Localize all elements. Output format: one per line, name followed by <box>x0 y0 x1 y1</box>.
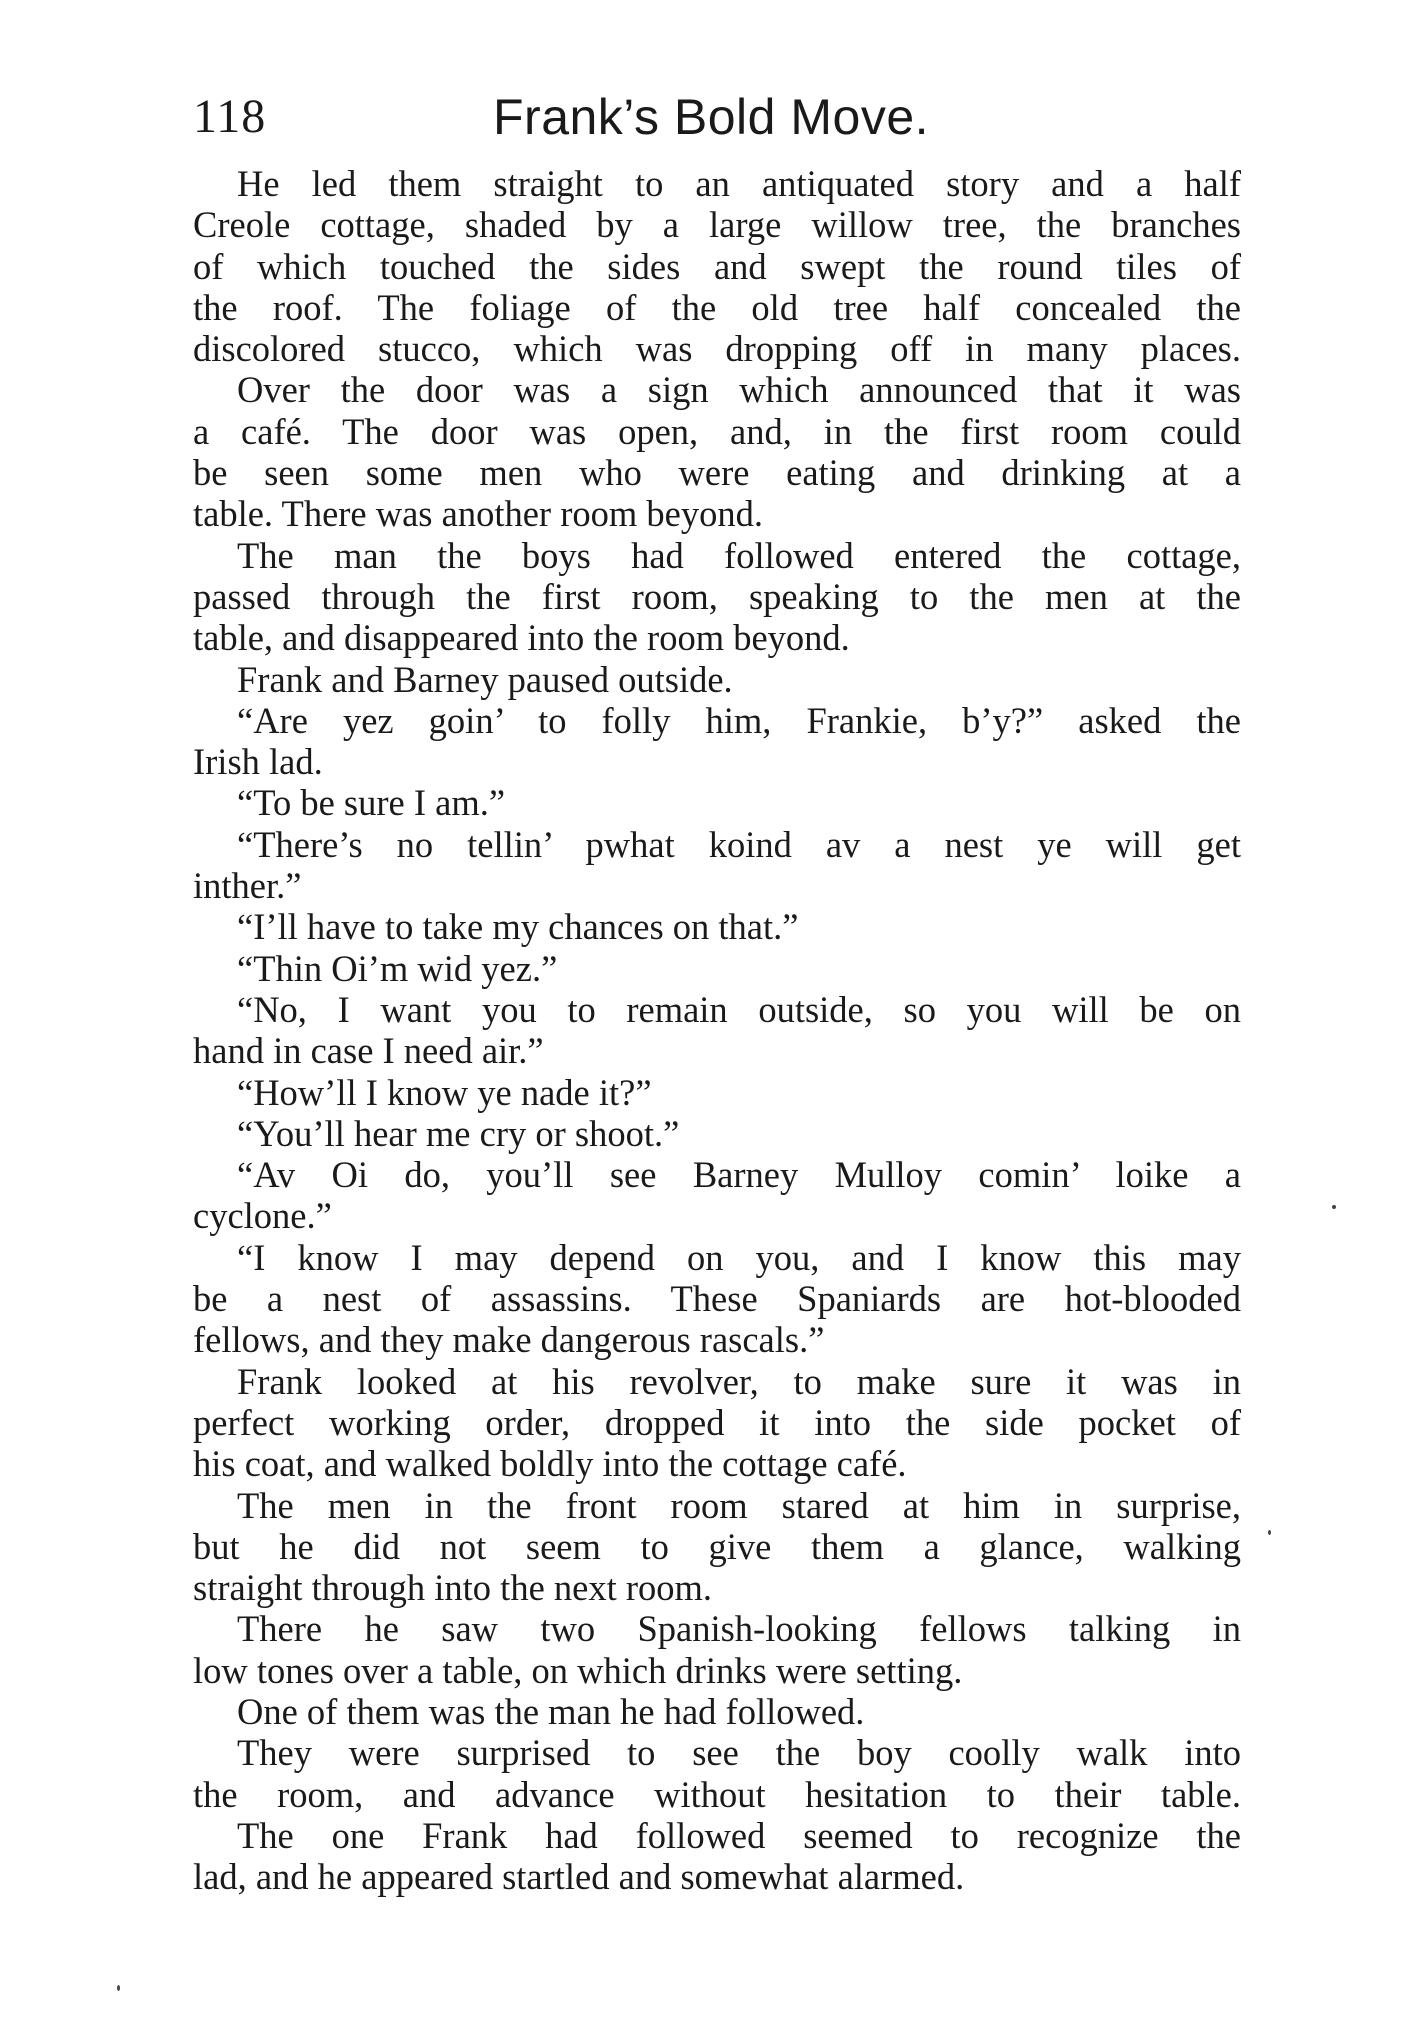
text-line: discolored stucco, which was dropping off in many places. <box>193 328 1241 370</box>
text-line: Creole cottage, shaded by a large willow tree, the branches <box>193 204 1241 246</box>
page-header <box>193 82 1241 152</box>
text-line: “How’ll I know ye nade it?” <box>237 1071 652 1113</box>
text-line: of which touched the sides and swept the round tiles of <box>193 245 1241 287</box>
text-line: the room, and advance without hesitation to their table. <box>193 1773 1241 1815</box>
text-line: a café. The door was open, and, in the first room could <box>193 410 1241 452</box>
text-line: Over the door was a sign which announced that it was <box>237 369 1241 411</box>
text-line: Frank and Barney paused outside. <box>237 658 733 700</box>
text-line: “To be sure I am.” <box>237 782 506 824</box>
text-line: table, and disappeared into the room beyond. <box>193 617 850 659</box>
text-line: There he saw two Spanish-looking fellows talking in <box>237 1608 1241 1650</box>
text-line: lad, and he appeared startled and somewhat alarmed. <box>193 1856 965 1898</box>
page-number: 118 <box>193 90 267 143</box>
text-line: He led them straight to an antiquated story and a half <box>237 163 1241 204</box>
print-speck <box>1332 1205 1336 1209</box>
text-line: “Are yez goin’ to folly him, Frankie, b’y?” asked the <box>237 699 1241 741</box>
text-line: table. There was another room beyond. <box>193 493 763 535</box>
text-line: his coat, and walked boldly into the cottage café. <box>193 1443 907 1485</box>
body-text <box>193 163 1241 1897</box>
text-line: The man the boys had followed entered the cottage, <box>237 534 1241 576</box>
running-title: Frank’s Bold Move. <box>493 89 930 145</box>
text-line: “Thin Oi’m wid yez.” <box>237 947 558 989</box>
print-speck <box>117 1985 120 1991</box>
text-line: cyclone.” <box>193 1195 332 1237</box>
text-line: hand in case I need air.” <box>193 1030 544 1072</box>
text-line: passed through the first room, speaking to the men at the <box>193 575 1241 617</box>
text-line: but he did not seem to give them a glance, walking <box>193 1525 1241 1567</box>
text-line: “You’ll hear me cry or shoot.” <box>237 1112 680 1154</box>
text-line: straight through into the next room. <box>193 1567 713 1609</box>
text-line: “I know I may depend on you, and I know this may <box>237 1236 1241 1278</box>
text-line: Irish lad. <box>193 741 323 783</box>
text-line: One of them was the man he had followed. <box>237 1690 865 1732</box>
text-line: be seen some men who were eating and drinking at a <box>193 452 1241 494</box>
text-line: fellows, and they make dangerous rascals.” <box>193 1319 825 1361</box>
text-line: perfect working order, dropped it into the side pocket of <box>193 1401 1241 1443</box>
text-line: “There’s no tellin’ pwhat koind av a nest ye will get <box>237 823 1241 865</box>
text-line: “Av Oi do, you’ll see Barney Mulloy comin’ loike a <box>237 1154 1241 1196</box>
text-line: inther.” <box>193 865 302 907</box>
print-speck <box>1268 1530 1271 1535</box>
text-line: They were surprised to see the boy coolly walk into <box>237 1732 1241 1774</box>
text-line: be a nest of assassins. These Spaniards are hot-blooded <box>193 1278 1241 1320</box>
text-line: the roof. The foliage of the old tree half concealed the <box>193 286 1241 328</box>
text-line: “No, I want you to remain outside, so you will be on <box>237 988 1241 1030</box>
text-line: “I’ll have to take my chances on that.” <box>237 906 799 948</box>
text-line: The men in the front room stared at him in surprise, <box>237 1484 1241 1526</box>
text-line: Frank looked at his revolver, to make sure it was in <box>237 1360 1241 1402</box>
text-line: The one Frank had followed seemed to recognize the <box>237 1814 1241 1856</box>
text-line: low tones over a table, on which drinks were setting. <box>193 1649 963 1691</box>
